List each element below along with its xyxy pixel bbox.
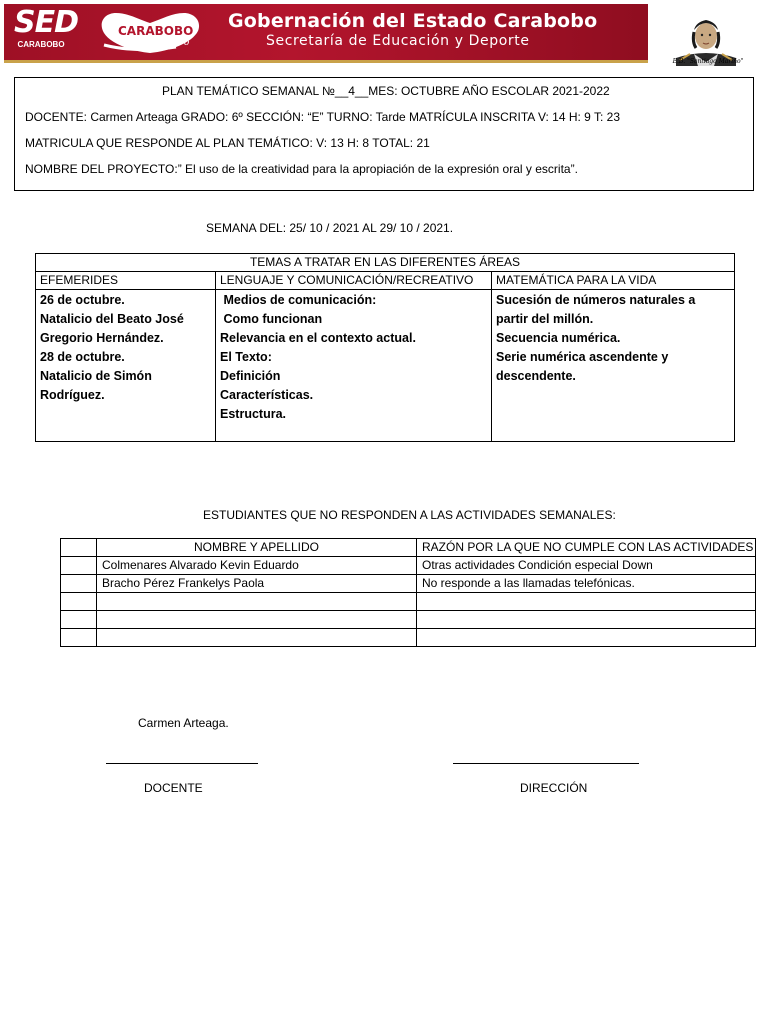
row-index-cell xyxy=(61,593,97,611)
docente-label: DOCENTE xyxy=(144,781,203,795)
table-row xyxy=(61,611,756,629)
student-reason-cell xyxy=(417,611,756,629)
topics-table xyxy=(35,253,735,442)
column-header-name: NOMBRE Y APELLIDO xyxy=(97,539,417,557)
student-reason-cell xyxy=(417,629,756,647)
lenguaje-line: Relevancia en el contexto actual. xyxy=(220,331,416,345)
student-reason-cell: No responde a las llamadas telefónicas. xyxy=(417,575,756,593)
student-name-cell xyxy=(97,629,417,647)
teacher-info-line: DOCENTE: Carmen Arteaga GRADO: 6º SECCIÓN: “E” TURNO: Tarde MATRÍCULA INSCRITA V: 14 H: 9 T: 23 xyxy=(25,110,620,124)
matematica-line: partir del millón. xyxy=(496,312,594,326)
matematica-line: Secuencia numérica. xyxy=(496,331,621,345)
table-header-row xyxy=(36,272,735,290)
table-row xyxy=(61,575,756,593)
row-index-cell xyxy=(61,611,97,629)
student-reason-cell xyxy=(417,593,756,611)
table-row xyxy=(61,629,756,647)
lenguaje-cell xyxy=(216,290,492,442)
carabobo-logo-text: CARABOBO xyxy=(118,24,194,38)
matematica-line: descendente. xyxy=(496,369,576,383)
table-header-row xyxy=(61,539,756,557)
matematica-line: Sucesión de números naturales a xyxy=(496,293,696,307)
week-range: SEMANA DEL: 25/ 10 / 2021 AL 29/ 10 / 2021. xyxy=(206,221,454,235)
column-header-matematica: MATEMÁTICA PARA LA VIDA xyxy=(492,272,735,290)
plan-title-line: PLAN TEMÁTICO SEMANAL №__4__MES: OCTUBRE AÑO ESCOLAR 2021-2022 xyxy=(162,84,610,98)
table-row xyxy=(61,593,756,611)
sed-logo xyxy=(14,5,90,56)
efemerides-line: Natalicio de Simón xyxy=(40,369,152,383)
student-name-cell: Colmenares Alvarado Kevin Eduardo xyxy=(97,557,417,575)
lenguaje-line: Medios de comunicación: xyxy=(220,293,377,307)
table-row xyxy=(36,290,735,442)
column-header-lenguaje: LENGUAJE Y COMUNICACIÓN/RECREATIVO xyxy=(216,272,492,290)
efemerides-line: 26 de octubre. xyxy=(40,293,125,307)
carabobo-logo-tagline: te quiero xyxy=(148,38,190,48)
signature-line-docente xyxy=(106,763,258,764)
direccion-label: DIRECCIÓN xyxy=(520,781,588,795)
students-heading: ESTUDIANTES QUE NO RESPONDEN A LAS ACTIVIDADES SEMANALES: xyxy=(203,508,616,522)
lenguaje-line: Características. xyxy=(220,388,314,402)
column-header-reason: RAZÓN POR LA QUE NO CUMPLE CON LAS ACTIVIDADES xyxy=(417,539,756,557)
banner-subtitle: Secretaría de Educación y Deporte xyxy=(266,33,530,49)
student-name-cell xyxy=(97,611,417,629)
efemerides-cell xyxy=(36,290,216,442)
lenguaje-line: El Texto: xyxy=(220,350,272,364)
enrollment-line: MATRICULA QUE RESPONDE AL PLAN TEMÁTICO: V: 13 H: 8 TOTAL: 21 xyxy=(25,136,430,150)
column-header-index xyxy=(61,539,97,557)
signer-name: Carmen Arteaga. xyxy=(138,716,229,730)
project-name-line: NOMBRE DEL PROYECTO:” El uso de la creatividad para la apropiación de la expresión oral y escrita”. xyxy=(25,162,578,176)
student-reason-cell: Otras actividades Condición especial Down xyxy=(417,557,756,575)
row-index-cell xyxy=(61,575,97,593)
portrait-caption: E.B. "Santiago Mariño" xyxy=(672,58,744,65)
efemerides-line: Natalicio del Beato José xyxy=(40,312,184,326)
row-index-cell xyxy=(61,629,97,647)
sed-logo-subtext: CARABOBO xyxy=(17,40,65,49)
efemerides-line: 28 de octubre. xyxy=(40,350,125,364)
topics-title: TEMAS A TRATAR EN LAS DIFERENTES ÁREAS xyxy=(36,254,735,272)
student-name-cell: Bracho Pérez Frankelys Paola xyxy=(97,575,417,593)
sed-logo-text: SED xyxy=(14,5,79,40)
students-table xyxy=(60,538,756,647)
table-row xyxy=(61,557,756,575)
banner-title: Gobernación del Estado Carabobo xyxy=(228,10,598,32)
lenguaje-line: Como funcionan xyxy=(220,312,323,326)
row-index-cell xyxy=(61,557,97,575)
plan-header-box xyxy=(14,77,754,191)
portrait-image xyxy=(670,14,742,76)
lenguaje-line: Estructura. xyxy=(220,407,286,421)
matematica-cell xyxy=(492,290,735,442)
table-title-row xyxy=(36,254,735,272)
efemerides-line: Gregorio Hernández. xyxy=(40,331,164,345)
lenguaje-line: Definición xyxy=(220,369,281,383)
student-name-cell xyxy=(97,593,417,611)
carabobo-logo xyxy=(96,9,204,55)
matematica-line: Serie numérica ascendente y xyxy=(496,350,669,364)
signature-line-direccion xyxy=(453,763,639,764)
efemerides-line: Rodríguez. xyxy=(40,388,105,402)
column-header-efemerides: EFEMERIDES xyxy=(36,272,216,290)
header-banner xyxy=(4,4,648,63)
